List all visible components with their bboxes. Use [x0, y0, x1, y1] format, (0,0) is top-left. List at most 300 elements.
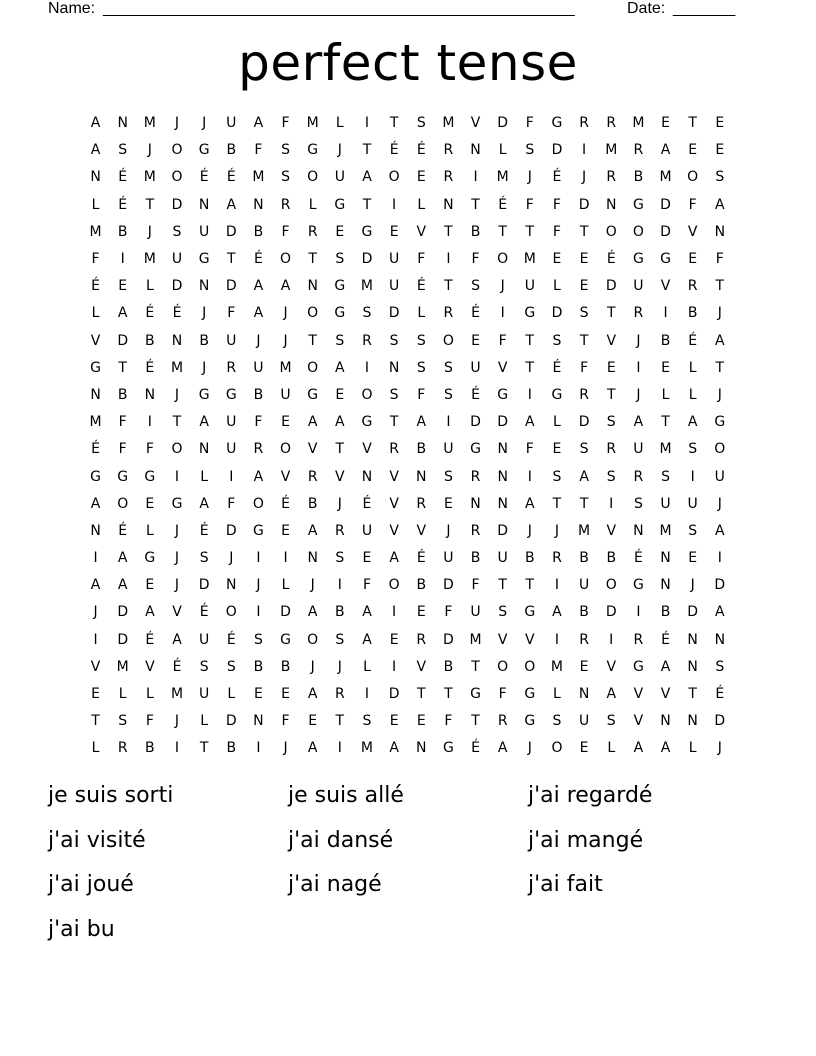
- grid-cell: V: [90, 332, 101, 349]
- grid-cell: L: [91, 740, 100, 757]
- grid-row: [82, 627, 734, 654]
- grid-cell: N: [660, 577, 671, 594]
- grid-cell: B: [416, 441, 427, 458]
- grid-cell: J: [690, 577, 695, 594]
- grid-cell: S: [362, 305, 372, 322]
- grid-cell: T: [606, 305, 616, 322]
- grid-cell: U: [226, 115, 237, 132]
- grid-cell: É: [715, 686, 725, 703]
- grid-row: [82, 436, 734, 463]
- word-list-item: j'ai dansé: [288, 827, 394, 853]
- grid-cell: F: [145, 441, 154, 458]
- grid-cell: U: [633, 441, 644, 458]
- grid-cell: I: [446, 414, 451, 431]
- grid-cell: L: [553, 414, 561, 431]
- grid-cell: É: [471, 740, 480, 757]
- grid-cell: M: [632, 115, 645, 132]
- grid-cell: N: [416, 468, 427, 485]
- grid-cell: J: [229, 550, 234, 567]
- grid-cell: N: [198, 196, 210, 213]
- grid-cell: V: [307, 441, 318, 458]
- grid-cell: D: [198, 577, 210, 594]
- grid-cell: N: [117, 115, 128, 132]
- grid-cell: I: [147, 414, 152, 431]
- grid-cell: S: [416, 332, 426, 349]
- grid-cell: A: [389, 740, 399, 757]
- grid-cell: G: [90, 359, 101, 376]
- grid-cell: B: [226, 740, 237, 757]
- grid-cell: V: [470, 115, 481, 132]
- grid-cell: I: [364, 115, 370, 132]
- grid-cell: V: [335, 468, 345, 485]
- grid-cell: O: [388, 169, 400, 186]
- grid-cell: A: [525, 495, 535, 512]
- grid-cell: É: [253, 251, 263, 268]
- grid-cell: S: [253, 631, 263, 648]
- grid-cell: B: [253, 658, 264, 675]
- grid-cell: O: [605, 223, 617, 240]
- grid-cell: V: [389, 495, 399, 512]
- grid-cell: B: [145, 740, 155, 757]
- grid-cell: D: [171, 278, 183, 295]
- grid-cell: T: [444, 223, 453, 240]
- grid-cell: R: [687, 278, 698, 295]
- grid-cell: L: [227, 686, 236, 703]
- grid-cell: A: [307, 740, 318, 757]
- grid-cell: D: [605, 604, 617, 621]
- grid-cell: V: [172, 604, 182, 621]
- grid-cell: U: [524, 278, 535, 295]
- grid-cell: É: [118, 196, 128, 213]
- grid-cell: T: [389, 115, 399, 132]
- grid-cell: E: [281, 414, 290, 431]
- grid-cell: T: [226, 251, 236, 268]
- grid-row: [82, 572, 734, 599]
- grid-cell: A: [253, 115, 264, 132]
- grid-cell: N: [470, 495, 481, 512]
- grid-row: [82, 654, 734, 681]
- grid-cell: J: [174, 550, 180, 567]
- grid-row: [82, 708, 734, 735]
- grid-cell: G: [198, 142, 210, 159]
- page-title: perfect tense: [238, 34, 578, 92]
- grid-cell: T: [579, 223, 589, 240]
- grid-cell: M: [89, 414, 102, 431]
- grid-cell: G: [280, 631, 291, 648]
- grid-cell: O: [307, 305, 319, 322]
- grid-cell: N: [226, 577, 237, 594]
- grid-cell: E: [118, 278, 128, 295]
- grid-cell: J: [500, 278, 505, 295]
- grid-cell: S: [281, 142, 290, 159]
- grid-cell: M: [116, 658, 129, 675]
- grid-cell: R: [552, 550, 562, 567]
- grid-cell: S: [118, 142, 128, 159]
- grid-cell: R: [579, 386, 589, 403]
- grid-cell: M: [143, 115, 156, 132]
- grid-cell: E: [661, 359, 670, 376]
- grid-cell: R: [443, 169, 454, 186]
- grid-cell: V: [660, 278, 671, 295]
- grid-cell: B: [226, 142, 237, 159]
- grid-cell: G: [632, 577, 644, 594]
- grid-cell: M: [143, 169, 156, 186]
- grid-cell: É: [633, 550, 643, 567]
- grid-cell: T: [525, 359, 535, 376]
- grid-cell: G: [524, 305, 536, 322]
- grid-cell: O: [117, 495, 129, 512]
- grid-cell: A: [90, 115, 101, 132]
- grid-cell: G: [334, 305, 346, 322]
- grid-cell: T: [661, 414, 670, 431]
- grid-cell: É: [118, 169, 128, 186]
- grid-cell: N: [687, 713, 698, 730]
- grid-cell: L: [335, 115, 344, 132]
- grid-cell: S: [715, 658, 725, 675]
- grid-cell: O: [361, 386, 373, 403]
- grid-cell: A: [552, 604, 562, 621]
- grid-cell: J: [337, 658, 342, 675]
- grid-cell: D: [280, 604, 291, 621]
- grid-cell: B: [606, 550, 617, 567]
- grid-cell: A: [606, 686, 617, 703]
- grid-cell: J: [582, 169, 587, 186]
- grid-cell: A: [199, 414, 209, 431]
- grid-cell: G: [307, 386, 319, 403]
- grid-cell: E: [416, 604, 426, 621]
- grid-cell: I: [337, 740, 342, 757]
- grid-cell: U: [334, 169, 345, 186]
- grid-cell: V: [145, 658, 155, 675]
- grid-cell: T: [688, 686, 697, 703]
- grid-cell: F: [91, 251, 100, 268]
- word-list-item: j'ai joué: [48, 872, 134, 897]
- grid-cell: É: [91, 441, 100, 458]
- grid-cell: V: [389, 468, 399, 485]
- grid-cell: T: [552, 495, 562, 512]
- grid-cell: B: [253, 223, 264, 240]
- grid-cell: G: [524, 604, 536, 621]
- grid-cell: M: [252, 169, 265, 186]
- grid-cell: U: [199, 631, 210, 648]
- grid-cell: S: [552, 713, 562, 730]
- grid-row: [82, 491, 734, 518]
- grid-cell: J: [717, 495, 722, 512]
- grid-cell: U: [470, 359, 481, 376]
- grid-cell: G: [307, 142, 319, 159]
- grid-cell: N: [443, 196, 454, 213]
- grid-cell: V: [606, 658, 617, 675]
- grid-cell: I: [93, 550, 98, 567]
- grid-cell: B: [579, 604, 589, 621]
- grid-cell: T: [688, 115, 697, 132]
- grid-cell: I: [283, 550, 288, 567]
- grid-cell: V: [90, 658, 101, 675]
- grid-cell: R: [389, 441, 399, 458]
- grid-cell: F: [417, 251, 426, 268]
- grid-cell: T: [145, 196, 155, 213]
- grid-cell: N: [497, 495, 508, 512]
- grid-cell: L: [417, 196, 426, 213]
- grid-cell: L: [417, 305, 426, 322]
- grid-cell: I: [554, 577, 560, 594]
- grid-cell: G: [632, 196, 644, 213]
- grid-cell: I: [554, 631, 560, 648]
- grid-cell: G: [524, 686, 536, 703]
- grid-cell: A: [362, 631, 372, 648]
- grid-cell: G: [361, 223, 373, 240]
- grid-cell: U: [388, 251, 400, 268]
- grid-cell: G: [632, 658, 644, 675]
- grid-cell: I: [229, 468, 234, 485]
- grid-cell: R: [579, 115, 589, 132]
- grid-cell: J: [527, 740, 532, 757]
- word-list-item: j'ai regardé: [528, 783, 653, 808]
- word-list-item: j'ai nagé: [288, 872, 382, 897]
- grid-cell: F: [281, 223, 290, 240]
- grid-cell: L: [363, 658, 371, 675]
- grid-cell: M: [306, 115, 319, 132]
- grid-cell: G: [660, 251, 671, 268]
- grid-cell: A: [660, 658, 671, 675]
- grid-cell: R: [416, 495, 427, 512]
- grid-cell: O: [225, 604, 237, 621]
- grid-cell: R: [633, 305, 644, 322]
- grid-cell: A: [715, 332, 725, 349]
- grid-cell: A: [497, 740, 508, 757]
- grid-cell: R: [117, 740, 128, 757]
- grid-cell: E: [416, 713, 426, 730]
- grid-cell: T: [525, 577, 535, 594]
- grid-cell: S: [199, 550, 209, 567]
- grid-cell: G: [144, 550, 156, 567]
- grid-cell: J: [446, 522, 451, 539]
- grid-cell: É: [389, 142, 399, 159]
- grid-cell: T: [715, 278, 725, 295]
- word-list-item: j'ai bu: [48, 916, 115, 942]
- grid-cell: S: [118, 713, 128, 730]
- grid-cell: S: [661, 468, 670, 485]
- grid-cell: G: [470, 441, 481, 458]
- grid-cell: A: [307, 522, 318, 539]
- grid-cell: V: [416, 522, 427, 539]
- grid-cell: S: [471, 278, 480, 295]
- grid-cell: F: [471, 251, 480, 268]
- grid-cell: A: [335, 359, 345, 376]
- grid-cell: L: [688, 740, 697, 757]
- grid-cell: A: [633, 740, 644, 757]
- grid-cell: U: [497, 550, 508, 567]
- grid-cell: U: [199, 223, 210, 240]
- grid-cell: S: [443, 386, 453, 403]
- grid-cell: V: [687, 223, 698, 240]
- grid-cell: B: [416, 577, 427, 594]
- grid-cell: T: [498, 577, 507, 594]
- grid-cell: S: [688, 522, 698, 539]
- grid-row: [82, 463, 734, 490]
- grid-cell: N: [416, 740, 427, 757]
- grid-cell: B: [660, 604, 671, 621]
- grid-cell: O: [171, 142, 183, 159]
- grid-cell: I: [446, 251, 451, 268]
- grid-cell: T: [471, 713, 480, 730]
- grid-cell: J: [174, 577, 180, 594]
- grid-cell: O: [171, 441, 183, 458]
- grid-cell: I: [690, 468, 695, 485]
- grid-cell: J: [283, 305, 288, 322]
- grid-cell: U: [470, 604, 481, 621]
- grid-cell: J: [554, 522, 560, 539]
- grid-cell: R: [470, 522, 481, 539]
- grid-cell: U: [361, 522, 373, 539]
- grid-cell: É: [145, 631, 155, 648]
- word-search-grid: [82, 110, 734, 763]
- grid-cell: V: [280, 468, 291, 485]
- worksheet-header: [48, 0, 748, 20]
- grid-cell: O: [497, 251, 509, 268]
- grid-cell: B: [253, 386, 264, 403]
- grid-cell: A: [307, 604, 318, 621]
- grid-cell: T: [606, 386, 616, 403]
- grid-cell: S: [172, 223, 182, 240]
- grid-cell: I: [636, 359, 641, 376]
- grid-cell: D: [388, 686, 400, 703]
- grid-cell: B: [117, 223, 128, 240]
- grid-cell: S: [281, 169, 290, 186]
- grid-cell: E: [389, 631, 399, 648]
- grid-cell: I: [636, 604, 641, 621]
- grid-cell: T: [362, 196, 372, 213]
- grid-cell: A: [715, 196, 725, 213]
- grid-cell: U: [578, 713, 590, 730]
- grid-cell: G: [198, 386, 210, 403]
- grid-cell: S: [552, 332, 562, 349]
- grid-cell: L: [118, 686, 127, 703]
- grid-cell: D: [225, 713, 237, 730]
- grid-cell: M: [659, 441, 672, 458]
- grid-cell: V: [606, 332, 617, 349]
- word-list-item: j'ai mangé: [528, 827, 644, 853]
- grid-cell: R: [362, 332, 372, 349]
- grid-cell: T: [335, 713, 345, 730]
- grid-cell: F: [580, 359, 589, 376]
- grid-cell: É: [226, 631, 236, 648]
- grid-cell: T: [416, 686, 426, 703]
- grid-cell: É: [606, 251, 616, 268]
- grid-cell: É: [688, 332, 698, 349]
- grid-cell: A: [90, 142, 101, 159]
- grid-cell: M: [442, 115, 455, 132]
- grid-cell: T: [308, 251, 317, 268]
- grid-cell: O: [497, 658, 509, 675]
- grid-cell: E: [552, 441, 562, 458]
- grid-cell: A: [90, 495, 101, 512]
- grid-cell: É: [145, 305, 155, 322]
- grid-cell: B: [633, 169, 644, 186]
- grid-cell: B: [145, 332, 155, 349]
- grid-cell: S: [715, 169, 725, 186]
- grid-cell: S: [199, 658, 209, 675]
- grid-cell: S: [335, 631, 345, 648]
- grid-cell: U: [226, 332, 237, 349]
- grid-cell: T: [579, 332, 589, 349]
- grid-cell: R: [606, 115, 617, 132]
- grid-cell: J: [202, 305, 207, 322]
- grid-cell: É: [199, 604, 209, 621]
- grid-row: [82, 355, 734, 382]
- grid-cell: S: [335, 550, 345, 567]
- grid-cell: E: [362, 550, 372, 567]
- grid-cell: G: [470, 686, 481, 703]
- grid-cell: N: [171, 332, 183, 349]
- grid-cell: A: [253, 278, 264, 295]
- grid-cell: G: [144, 468, 156, 485]
- grid-cell: B: [687, 305, 698, 322]
- grid-cell: T: [199, 740, 209, 757]
- grid-cell: I: [609, 495, 614, 512]
- grid-cell: F: [498, 686, 507, 703]
- grid-cell: O: [687, 169, 699, 186]
- grid-cell: É: [362, 495, 372, 512]
- grid-cell: E: [579, 658, 589, 675]
- grid-cell: T: [444, 686, 453, 703]
- grid-cell: T: [525, 332, 535, 349]
- grid-cell: A: [660, 740, 671, 757]
- grid-cell: E: [253, 686, 263, 703]
- grid-cell: S: [579, 441, 589, 458]
- grid-cell: M: [360, 740, 374, 757]
- grid-cell: J: [174, 115, 180, 132]
- grid-cell: G: [171, 495, 183, 512]
- grid-cell: V: [362, 441, 372, 458]
- grid-cell: I: [364, 686, 370, 703]
- grid-cell: I: [392, 658, 397, 675]
- grid-cell: É: [552, 359, 562, 376]
- grid-cell: E: [688, 251, 698, 268]
- grid-row: [82, 273, 734, 300]
- grid-cell: F: [281, 713, 290, 730]
- grid-cell: S: [525, 142, 535, 159]
- grid-cell: É: [661, 631, 670, 648]
- grid-cell: J: [283, 740, 288, 757]
- grid-cell: R: [280, 196, 291, 213]
- grid-cell: D: [660, 196, 671, 213]
- grid-cell: U: [578, 577, 590, 594]
- grid-row: [82, 164, 734, 191]
- grid-cell: S: [688, 441, 698, 458]
- grid-cell: T: [172, 414, 182, 431]
- grid-cell: D: [687, 604, 699, 621]
- grid-cell: F: [715, 251, 724, 268]
- grid-cell: O: [714, 441, 726, 458]
- grid-cell: O: [524, 658, 536, 675]
- grid-cell: R: [443, 305, 454, 322]
- grid-cell: G: [198, 251, 210, 268]
- grid-cell: S: [606, 414, 616, 431]
- grid-cell: J: [174, 522, 180, 539]
- grid-cell: U: [388, 278, 400, 295]
- grid-cell: D: [551, 305, 563, 322]
- grid-row: [82, 328, 734, 355]
- grid-cell: R: [470, 468, 481, 485]
- grid-cell: A: [362, 169, 372, 186]
- grid-cell: U: [633, 278, 644, 295]
- grid-cell: R: [606, 441, 617, 458]
- grid-cell: G: [334, 278, 346, 295]
- grid-cell: L: [200, 713, 209, 730]
- grid-cell: N: [660, 713, 671, 730]
- grid-cell: O: [442, 332, 454, 349]
